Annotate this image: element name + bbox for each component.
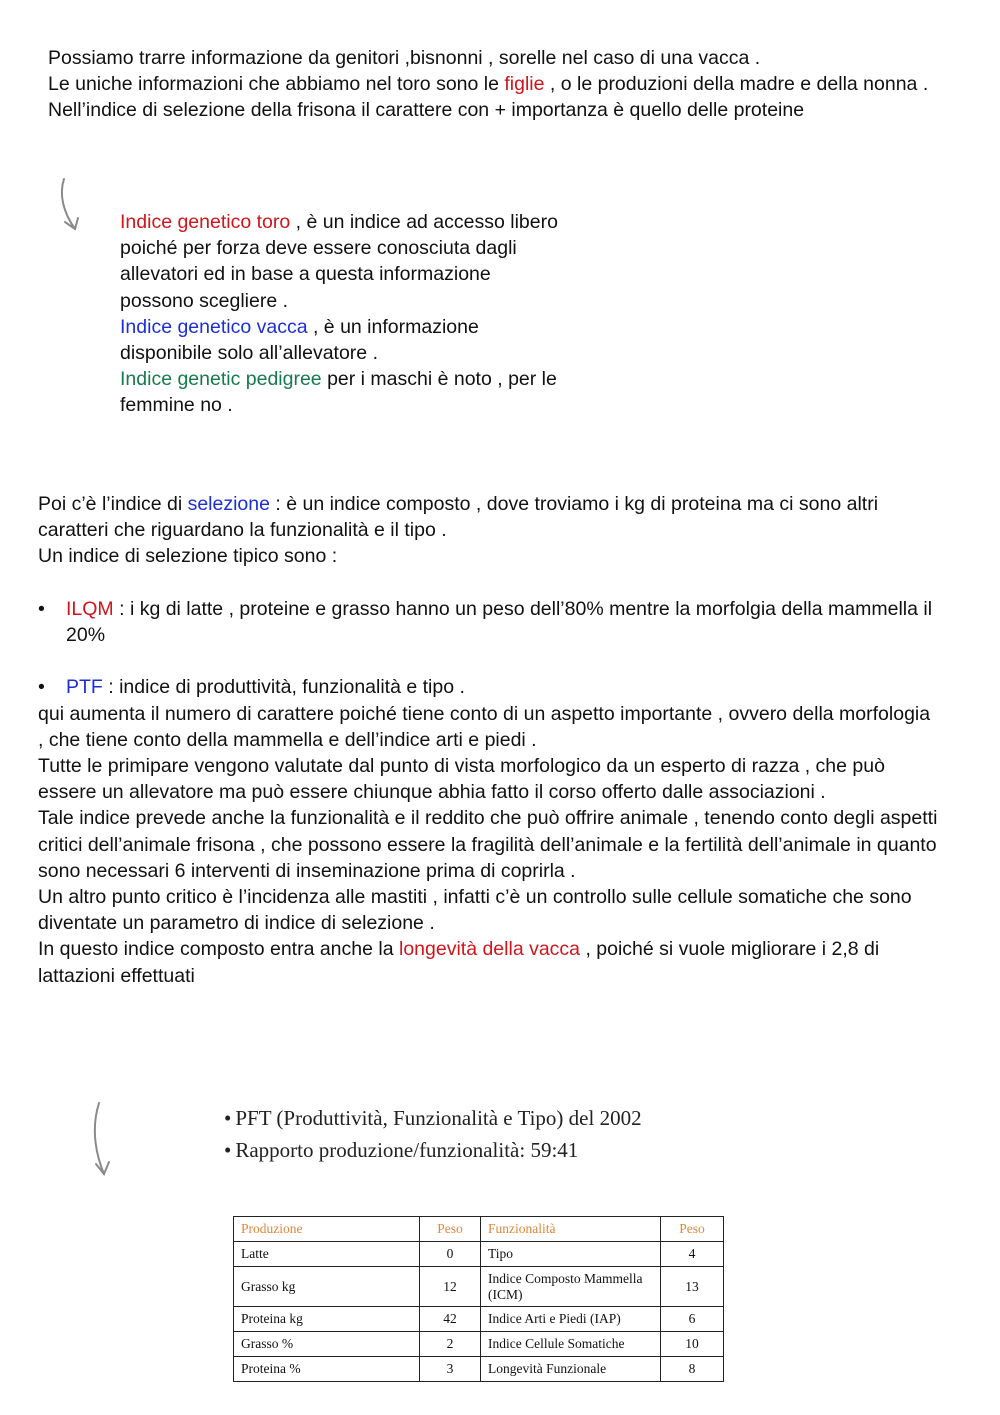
paragraph-morfologia: qui aumenta il numero di carattere poiché tiene conto di un aspetto importante , ovvero della morfologia , che tiene conto della mammella e dell’indice arti e piedi . — [38, 702, 931, 751]
table-cell: 0 — [420, 1242, 481, 1267]
table-cell: Proteina % — [234, 1357, 420, 1382]
genetic-indices-block — [120, 209, 560, 419]
indice-toro-label: Indice genetico toro — [120, 211, 291, 233]
intro-paragraph — [48, 45, 948, 124]
table-cell: Latte — [234, 1242, 420, 1267]
intro-line-1: Possiamo trarre informazione da genitori ,bisnonni , sorelle nel caso di una vacca . — [48, 47, 761, 69]
intro-line-3: Nell’indice di selezione della frisona il carattere con + importanza è quello delle proteine — [48, 99, 805, 122]
spacer — [38, 648, 938, 674]
table-cell: 12 — [420, 1267, 481, 1307]
figlie-highlight: figlie — [504, 73, 545, 96]
table-cell: 8 — [661, 1357, 724, 1382]
table-row — [234, 1357, 724, 1382]
indice-pedigree-label: Indice genetic pedigree — [120, 368, 322, 391]
selezione-intro-rest: : è un indice composto , dove troviamo i kg di proteina ma ci sono altri caratteri che riguardano la funzionalità e il tipo . — [38, 493, 879, 542]
ilqm-label: ILQM — [66, 597, 114, 620]
indice-vacca-text: , è un informazione disponibile solo all’allevatore . — [120, 315, 479, 365]
table-row — [234, 1242, 724, 1267]
table-cell: Proteina kg — [234, 1307, 420, 1332]
table-cell: 13 — [661, 1267, 724, 1307]
table-cell: Indice Composto Mammella (ICM) — [481, 1267, 661, 1307]
header-peso: Peso — [661, 1217, 724, 1242]
table-cell: 10 — [661, 1332, 724, 1357]
header-peso: Peso — [420, 1217, 481, 1242]
hand-drawn-arrow-icon — [88, 1100, 118, 1180]
table-row — [234, 1267, 724, 1307]
pft-weights-table — [233, 1216, 724, 1382]
paragraph-longevita — [38, 936, 938, 988]
table-cell: Indice Arti e Piedi (IAP) — [481, 1307, 661, 1332]
bullet-dot: • — [38, 676, 45, 699]
longevita-rest: , poiché si vuole migliorare i 2,8 di lattazioni effettuati — [38, 938, 880, 987]
table-cell: Tipo — [481, 1242, 661, 1267]
spacer — [38, 570, 938, 596]
table-cell: 6 — [661, 1307, 724, 1332]
ilqm-bullet — [38, 596, 938, 648]
intro-line-2-text: Le uniche informazioni che abbiamo nel toro sono le — [48, 73, 505, 96]
ilqm-text: : i kg di latte , proteine e grasso hanno un peso dell’80% mentre la morfolgia della mammella il 20% — [66, 597, 933, 646]
selezione-intro-text: Poi c’è l’indice di — [38, 493, 188, 515]
indice-toro-text: , è un indice ad accesso libero poiché per forza deve essere conosciuta dagli allevatori ed in base a questa informazione possono scegliere . — [120, 211, 558, 312]
indice-pedigree-text: per i maschi è noto , per le femmine no . — [120, 368, 557, 417]
table-header-row — [234, 1217, 724, 1242]
table-cell: Grasso kg — [234, 1267, 420, 1307]
hand-drawn-arrow-icon — [55, 176, 85, 236]
header-produzione: Produzione — [234, 1217, 420, 1242]
table-cell: 2 — [420, 1332, 481, 1357]
table-row — [234, 1307, 724, 1332]
table-cell: Indice Cellule Somatiche — [481, 1332, 661, 1357]
longevita-text: In questo indice composto entra anche la — [38, 938, 399, 961]
indice-pedigree — [120, 366, 560, 418]
table-cell: 42 — [420, 1307, 481, 1332]
paragraph-mastiti: Un altro punto critico è l’incidenza alle mastiti , infatti c’è un controllo sulle cellule somatiche che sono diventate un parametro di indice di selezione . — [38, 886, 912, 935]
indice-vacca-label: Indice genetico vacca — [120, 315, 308, 338]
table-cell: 4 — [661, 1242, 724, 1267]
slide-line-pft: • PFT (Produttività, Funzionalità e Tipo) del 2002 — [224, 1102, 642, 1134]
table-cell: Longevità Funzionale — [481, 1357, 661, 1382]
slide-line-rapporto: • Rapporto produzione/funzionalità: 59:41 — [224, 1134, 642, 1166]
intro-line-2-rest: , o le produzioni della madre e della nonna . — [544, 73, 929, 96]
selezione-typical: Un indice di selezione tipico sono : — [38, 545, 338, 568]
header-funzionalita: Funzionalità — [481, 1217, 661, 1242]
pft-slide-text — [224, 1102, 642, 1166]
ptf-label: PTF — [66, 676, 103, 699]
table-cell: Grasso % — [234, 1332, 420, 1357]
longevita-highlight: longevità della vacca — [398, 938, 581, 961]
ptf-bullet — [38, 674, 938, 700]
selection-index-section — [38, 491, 938, 989]
paragraph-primipare: Tutte le primipare vengono valutate dal punto di vista morfologico da un esperto di razza , che può essere un allevatore ma può essere chiunque abhia fatto il corso offerto dalle associazioni . — [38, 755, 885, 804]
selezione-intro — [38, 491, 938, 543]
indice-toro — [120, 209, 560, 314]
ptf-text: : indice di produttività, funzionalità e tipo . — [102, 676, 465, 699]
intro-line-2 — [48, 71, 948, 97]
bullet-dot: • — [38, 597, 45, 620]
paragraph-funzionalita: Tale indice prevede anche la funzionalità e il reddito che può offrire animale , tenendo conto degli aspetti critici dell’animale frisona , che possono essere la fragilità dell’animale e la fertilità dell’animale in quanto sono necessari 6 interventi di inseminazione prima di coprirla . — [38, 807, 938, 882]
indice-vacca — [120, 314, 560, 366]
table-cell: 3 — [420, 1357, 481, 1382]
selezione-highlight: selezione — [187, 493, 270, 515]
table-row — [234, 1332, 724, 1357]
